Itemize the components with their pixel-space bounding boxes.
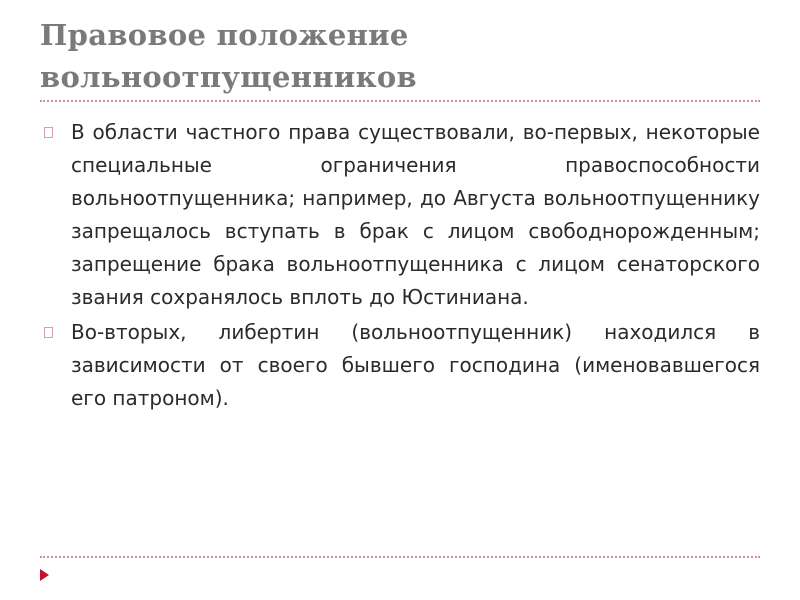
square-bullet-icon	[44, 327, 53, 338]
bullet-list	[44, 116, 760, 417]
play-arrow-icon[interactable]	[40, 569, 49, 581]
bullet-item	[44, 116, 760, 314]
bullet-text: В области частного права существовали, во-первых, некоторые специальные ограничения правоспособности вольноотпущенника; например, до Августа вольноотпущеннику запрещалось вступать в брак с лицом свободнорожденным; запрещение брака вольноотпущенника с лицом сенаторского звания сохранялось вплоть до Юстиниана.	[71, 120, 760, 309]
bullet-text: Во-вторых, либертин (вольноотпущенник) находился в зависимости от своего бывшего господина (именовавшегося его патроном).	[71, 320, 760, 410]
footer-divider	[40, 556, 760, 558]
slide-title: Правовое положение вольноотпущенников	[40, 18, 417, 94]
bullet-item	[44, 316, 760, 415]
square-bullet-icon	[44, 127, 53, 138]
title-divider	[40, 100, 760, 102]
